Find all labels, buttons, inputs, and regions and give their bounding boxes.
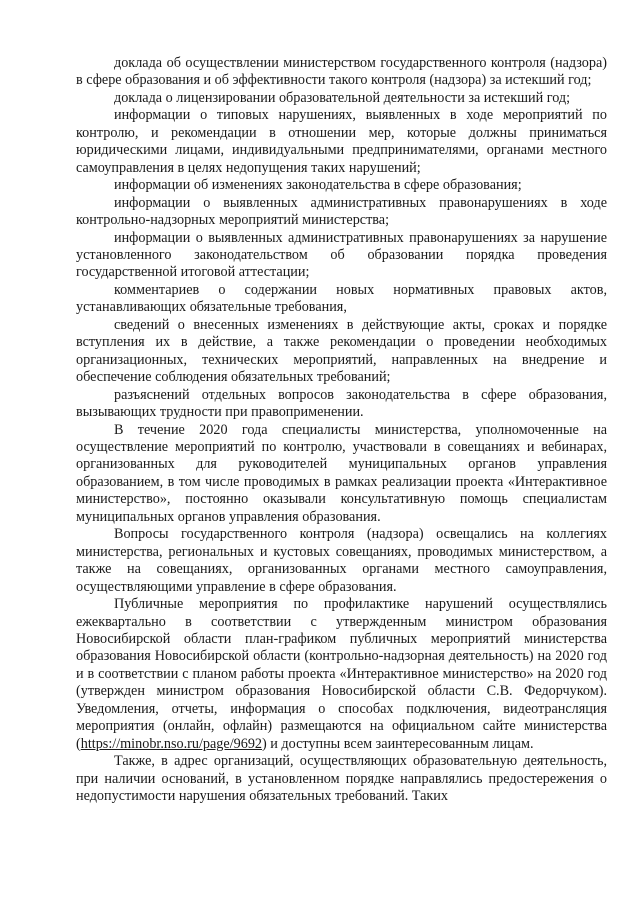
paragraph-typical-violations: информации о типовых нарушениях, выявленных в ходе мероприятий по контролю, и рекомендации в отношении мер, которые должны приниматься юридическими лицами, индивидуальными предпринимателями, органами местного самоуправления в целях недопущения таких нарушений; <box>76 107 607 176</box>
paragraph-legislation-changes: информации об изменениях законодательства в сфере образования; <box>114 177 522 194</box>
public-events-text-end: ) и доступны всем заинтересованным лицам. <box>262 735 534 752</box>
paragraph-control-issues: Вопросы государственного контроля (надзора) освещались на коллегиях министерства, региональных и кустовых совещаниях, проводимых министерством, а также на совещаниях, организованных органами местного самоуправления, осуществляющими управление в сфере образования. <box>76 526 607 595</box>
paragraph-report-control: доклада об осуществлении министерством государственного контроля (надзора) в сфере образования и об эффективности такого контроля (надзора) за истекший год; <box>76 55 607 89</box>
ministry-website-link[interactable]: https://minobr.nso.ru/page/9692 <box>80 735 263 752</box>
paragraph-certification-offenses: информации о выявленных административных правонарушениях за нарушение установленного законодательством об образовании порядка проведения государственной итоговой аттестации; <box>76 229 607 281</box>
document-body <box>76 55 607 805</box>
paragraph-clarifications: разъяснений отдельных вопросов законодательства в сфере образования, вызывающих трудности при правоприменении. <box>76 386 607 421</box>
paragraph-acts-changes: сведений о внесенных изменениях в действующие акты, сроках и порядке вступления их в действие, а также рекомендации о проведении необходимых организационных, технических мероприятий, направленных на внедрение и обеспечение соблюдения обязательных требований; <box>76 316 607 386</box>
paragraph-new-acts-comments: комментариев о содержании новых нормативных правовых актов, устанавливающих обязательные требования, <box>76 281 607 316</box>
paragraph-specialists-2020: В течение 2020 года специалисты министерства, уполномоченные на осуществление мероприятий по контролю, участвовали в совещаниях и вебинарах, организованных для руководителей муниципальных органов управления образованием, в том числе проводимых в рамках реализации проекта «Интерактивное министерство», постоянно оказывали консультативную помощь специалистам муниципальных органов управления образования. <box>76 421 607 525</box>
paragraph-warnings: Также, в адрес организаций, осуществляющих образовательную деятельность, при наличии оснований, в установленном порядке направлялись предостережения о недопустимости нарушения обязательных требований. Таких <box>76 753 607 805</box>
paragraph-report-licensing: доклада о лицензировании образовательной деятельности за истекший год; <box>114 89 571 106</box>
paragraph-public-events <box>76 596 607 753</box>
public-events-text: Публичные мероприятия по профилактике нарушений осуществлялись ежеквартально в соответствии с утвержденным министром образования Новосибирской области план-графиком публичных мероприятий министерства образования Новосибирской области (контрольно-надзорная деятельность) на 2020 год и в соответствии с планом работы проекта «Интерактивное министерство» на 2020 год (утвержден министром образования Новосибирской области С.В. Федорчуком). Уведомления, отчеты, информация о способах подключения, видеотрансляция мероприятия (онлайн, офлайн) размещаются на официальном сайте министерства ( <box>76 596 607 752</box>
paragraph-administrative-offenses: информации о выявленных административных правонарушениях в ходе контрольно-надзорных мероприятий министерства; <box>76 194 607 229</box>
